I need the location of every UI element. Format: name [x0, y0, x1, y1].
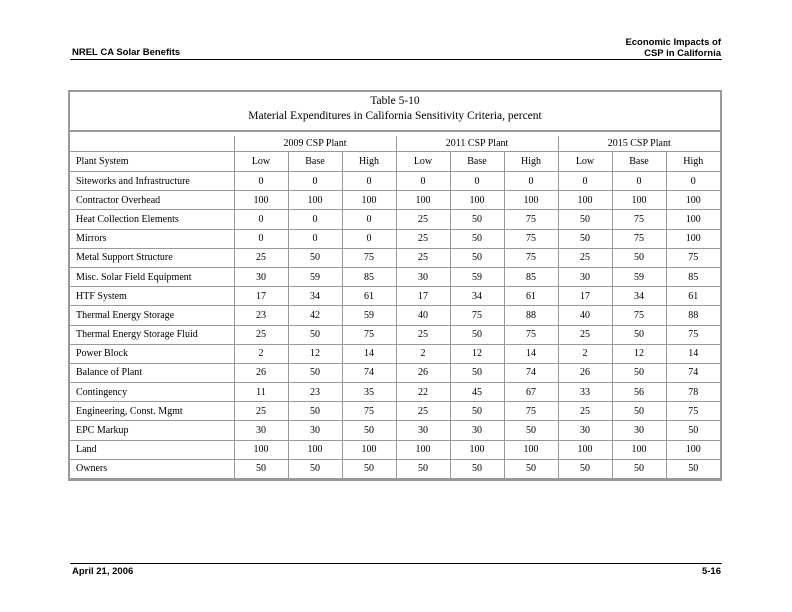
running-header-left: NREL CA Solar Benefits [72, 47, 181, 58]
table-cell: 75 [612, 229, 666, 248]
table-caption [70, 92, 720, 132]
column-header-high: High [342, 152, 396, 172]
table-cell: 61 [504, 287, 558, 306]
table-cell: 50 [558, 229, 612, 248]
table-cell: 22 [396, 383, 450, 402]
table-cell: 0 [450, 172, 504, 191]
table-cell: 30 [558, 421, 612, 440]
table-cell: 14 [504, 344, 558, 363]
table-cell: 50 [558, 210, 612, 229]
table-row [70, 421, 720, 440]
table-cell: 40 [396, 306, 450, 325]
table-cell: 25 [396, 402, 450, 421]
table-cell: 100 [558, 191, 612, 210]
table-cell: 25 [234, 325, 288, 344]
column-header-base: Base [450, 152, 504, 172]
table-cell: 25 [396, 210, 450, 229]
table-cell: 23 [234, 306, 288, 325]
table-row [70, 172, 720, 191]
column-header-high: High [666, 152, 720, 172]
table-cell: 30 [234, 421, 288, 440]
table-cell: 61 [342, 287, 396, 306]
table-cell: 59 [342, 306, 396, 325]
group-header-2011: 2011 CSP Plant [396, 136, 558, 152]
table-number: Table 5-10 [370, 95, 420, 107]
table-cell: 0 [396, 172, 450, 191]
table-cell: 0 [234, 210, 288, 229]
table-cell: 100 [234, 440, 288, 459]
table-cell: 50 [612, 363, 666, 382]
table-cell: 100 [612, 191, 666, 210]
row-label: Contingency [70, 383, 234, 402]
table-cell: 85 [504, 267, 558, 286]
row-label: Balance of Plant [70, 363, 234, 382]
table-cell: 50 [288, 248, 342, 267]
table-cell: 50 [450, 363, 504, 382]
group-header-2015: 2015 CSP Plant [558, 136, 720, 152]
table-cell: 26 [558, 363, 612, 382]
group-header-2009: 2009 CSP Plant [234, 136, 396, 152]
table-cell: 100 [288, 191, 342, 210]
table-cell: 50 [612, 325, 666, 344]
table-cell: 2 [558, 344, 612, 363]
table-row [70, 191, 720, 210]
table-cell: 50 [450, 402, 504, 421]
row-label: Thermal Energy Storage Fluid [70, 325, 234, 344]
table-cell: 100 [558, 440, 612, 459]
table-cell: 30 [558, 267, 612, 286]
table-cell: 30 [288, 421, 342, 440]
table-cell: 30 [396, 421, 450, 440]
table-cell: 30 [234, 267, 288, 286]
table-cell: 17 [396, 287, 450, 306]
table-cell: 0 [558, 172, 612, 191]
table-cell: 14 [666, 344, 720, 363]
table-cell: 74 [504, 363, 558, 382]
table-cell: 2 [396, 344, 450, 363]
footer-rule [70, 563, 722, 564]
table-cell: 11 [234, 383, 288, 402]
table-cell: 12 [450, 344, 504, 363]
row-label: Siteworks and Infrastructure [70, 172, 234, 191]
table-cell: 100 [612, 440, 666, 459]
table-cell: 50 [666, 421, 720, 440]
table-cell: 50 [450, 248, 504, 267]
table-cell: 59 [450, 267, 504, 286]
table-cell: 50 [666, 459, 720, 478]
table-cell: 26 [396, 363, 450, 382]
table-cell: 34 [612, 287, 666, 306]
table-cell: 12 [612, 344, 666, 363]
table-cell: 42 [288, 306, 342, 325]
table-cell: 50 [450, 210, 504, 229]
column-header-low: Low [234, 152, 288, 172]
table-cell: 40 [558, 306, 612, 325]
row-label: Metal Support Structure [70, 248, 234, 267]
table-cell: 50 [342, 459, 396, 478]
table-cell: 50 [612, 459, 666, 478]
table-cell: 0 [288, 229, 342, 248]
table-cell: 50 [396, 459, 450, 478]
table-row [70, 325, 720, 344]
table-cell: 45 [450, 383, 504, 402]
table-cell: 50 [504, 459, 558, 478]
table-cell: 75 [504, 210, 558, 229]
table-cell: 100 [666, 229, 720, 248]
table-cell: 100 [396, 191, 450, 210]
table-cell: 30 [450, 421, 504, 440]
table-cell: 35 [342, 383, 396, 402]
table-cell: 0 [666, 172, 720, 191]
header-right-line-1: Economic Impacts of [625, 37, 721, 48]
table-cell: 14 [342, 344, 396, 363]
running-header-right [625, 37, 721, 59]
table-row [70, 402, 720, 421]
table-row [70, 229, 720, 248]
table-body [70, 172, 720, 479]
table-cell: 85 [666, 267, 720, 286]
table-row [70, 459, 720, 478]
table-title: Material Expenditures in California Sensitivity Criteria, percent [248, 110, 542, 122]
row-label: HTF System [70, 287, 234, 306]
column-header-low: Low [396, 152, 450, 172]
table-cell: 2 [234, 344, 288, 363]
table-cell: 50 [288, 363, 342, 382]
table-cell: 0 [342, 172, 396, 191]
table-cell: 50 [342, 421, 396, 440]
table-cell: 50 [558, 459, 612, 478]
header-right-line-2: CSP in California [644, 48, 721, 59]
table-cell: 75 [666, 325, 720, 344]
table-cell: 50 [288, 459, 342, 478]
row-label: EPC Markup [70, 421, 234, 440]
page-number: 5-16 [701, 566, 721, 577]
table-cell: 75 [666, 248, 720, 267]
table-cell: 50 [234, 459, 288, 478]
table-cell: 17 [558, 287, 612, 306]
table-cell: 61 [666, 287, 720, 306]
table-cell: 67 [504, 383, 558, 402]
table-cell: 100 [666, 210, 720, 229]
table-cell: 88 [504, 306, 558, 325]
footer-date: April 21, 2006 [72, 566, 134, 577]
table-row [70, 306, 720, 325]
table-cell: 50 [288, 402, 342, 421]
table-cell: 74 [342, 363, 396, 382]
column-header-base: Base [288, 152, 342, 172]
table-cell: 50 [450, 325, 504, 344]
table-cell: 50 [612, 402, 666, 421]
group-header-row [70, 136, 720, 152]
table-cell: 100 [504, 440, 558, 459]
table-cell: 33 [558, 383, 612, 402]
table-cell: 25 [558, 325, 612, 344]
table-cell: 25 [234, 402, 288, 421]
column-header-low: Low [558, 152, 612, 172]
table-cell: 88 [666, 306, 720, 325]
table-cell: 30 [612, 421, 666, 440]
table-cell: 23 [288, 383, 342, 402]
table-cell: 75 [342, 402, 396, 421]
table-row [70, 383, 720, 402]
table-row [70, 267, 720, 286]
table-cell: 26 [234, 363, 288, 382]
table-cell: 100 [666, 440, 720, 459]
table-container [68, 90, 722, 481]
row-label: Engineering, Const. Mgmt [70, 402, 234, 421]
table-row [70, 344, 720, 363]
row-label: Misc. Solar Field Equipment [70, 267, 234, 286]
table-cell: 100 [288, 440, 342, 459]
table-cell: 50 [612, 248, 666, 267]
table-cell: 0 [288, 172, 342, 191]
column-header-plant-system: Plant System [70, 152, 234, 172]
row-label: Owners [70, 459, 234, 478]
table-cell: 56 [612, 383, 666, 402]
table-cell: 50 [504, 421, 558, 440]
table-cell: 30 [396, 267, 450, 286]
table-cell: 25 [396, 248, 450, 267]
table-cell: 75 [504, 325, 558, 344]
column-header-high: High [504, 152, 558, 172]
table-cell: 75 [504, 402, 558, 421]
table-cell: 100 [342, 440, 396, 459]
table-cell: 0 [342, 210, 396, 229]
table-cell: 85 [342, 267, 396, 286]
table-cell: 75 [342, 248, 396, 267]
expenditures-table [70, 132, 720, 479]
table-row [70, 287, 720, 306]
row-label: Power Block [70, 344, 234, 363]
table-row [70, 363, 720, 382]
table-cell: 75 [612, 210, 666, 229]
table-cell: 75 [504, 229, 558, 248]
table-cell: 0 [504, 172, 558, 191]
table-cell: 100 [450, 440, 504, 459]
column-header-row [70, 152, 720, 172]
table-cell: 0 [342, 229, 396, 248]
table-cell: 50 [450, 229, 504, 248]
table-cell: 34 [288, 287, 342, 306]
table-cell: 50 [288, 325, 342, 344]
table-cell: 75 [666, 402, 720, 421]
table-cell: 17 [234, 287, 288, 306]
row-label: Heat Collection Elements [70, 210, 234, 229]
table-cell: 25 [396, 325, 450, 344]
table-cell: 78 [666, 383, 720, 402]
table-cell: 0 [234, 172, 288, 191]
table-row [70, 210, 720, 229]
table-cell: 25 [396, 229, 450, 248]
table-row [70, 248, 720, 267]
table-cell: 59 [612, 267, 666, 286]
table-cell: 100 [396, 440, 450, 459]
table-cell: 50 [450, 459, 504, 478]
table-cell: 75 [342, 325, 396, 344]
row-label: Land [70, 440, 234, 459]
table-cell: 100 [234, 191, 288, 210]
table-cell: 74 [666, 363, 720, 382]
table-cell: 0 [612, 172, 666, 191]
table-cell: 0 [288, 210, 342, 229]
row-label: Thermal Energy Storage [70, 306, 234, 325]
table-cell: 100 [504, 191, 558, 210]
table-cell: 12 [288, 344, 342, 363]
table-row [70, 440, 720, 459]
table-cell: 34 [450, 287, 504, 306]
table-cell: 100 [342, 191, 396, 210]
header-rule [70, 59, 722, 60]
table-cell: 100 [666, 191, 720, 210]
table-cell: 100 [450, 191, 504, 210]
table-cell: 25 [558, 248, 612, 267]
table-cell: 25 [558, 402, 612, 421]
row-label: Contractor Overhead [70, 191, 234, 210]
table-cell: 75 [450, 306, 504, 325]
table-cell: 75 [612, 306, 666, 325]
table-cell: 25 [234, 248, 288, 267]
table-cell: 59 [288, 267, 342, 286]
column-header-base: Base [612, 152, 666, 172]
table-cell: 0 [234, 229, 288, 248]
table-cell: 75 [504, 248, 558, 267]
row-label: Mirrors [70, 229, 234, 248]
